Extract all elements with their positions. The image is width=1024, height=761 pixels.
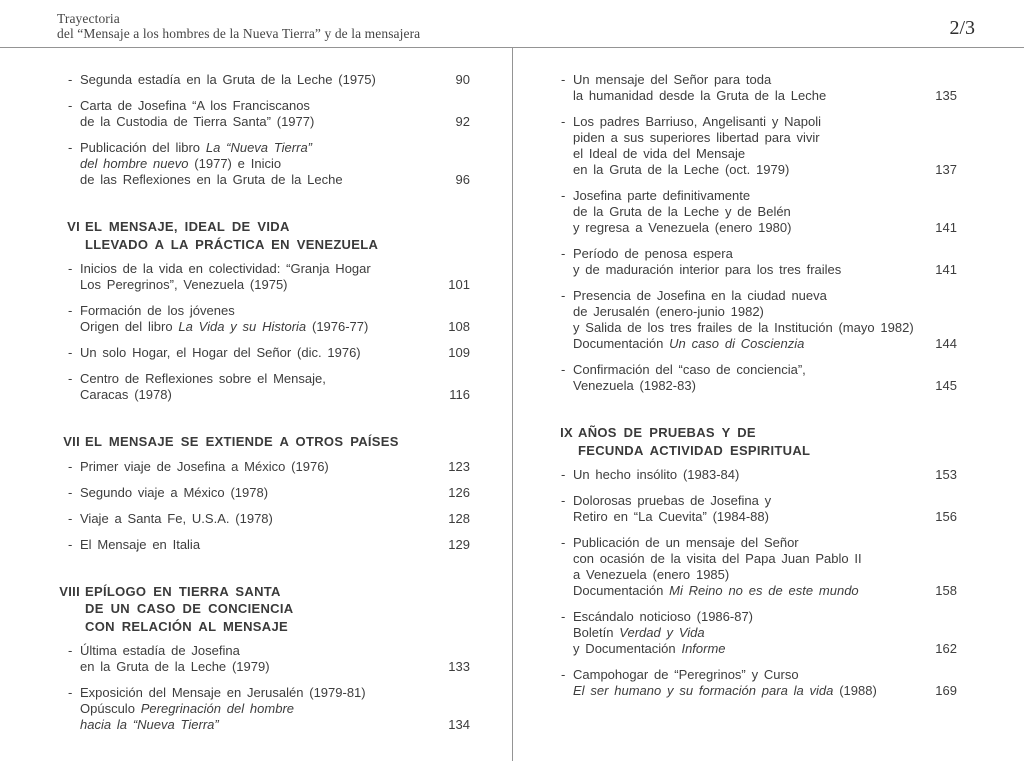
section-heading — [543, 424, 957, 459]
entry-page-number: 128 — [448, 510, 470, 526]
section-title-line: EPÍLOGO EN TIERRA SANTA — [85, 583, 281, 599]
entry-text-italic: Verdad y Vida — [619, 625, 705, 640]
entry-line — [561, 535, 915, 551]
entry-text-segment: Publicación de un mensaje del Señor — [573, 535, 799, 550]
entry-text-segment: Caracas (1978) — [80, 387, 172, 402]
entry-text-italic: hacia la “Nueva Tierra” — [80, 717, 219, 732]
section-heading — [50, 433, 470, 451]
entry-line — [573, 509, 915, 525]
entry-line — [561, 493, 915, 509]
entry-text-segment: de la Gruta de la Leche y de Belén — [573, 204, 791, 219]
entry-line — [80, 717, 428, 733]
entry-page-number: 169 — [935, 683, 957, 698]
entry-dash: - — [68, 643, 73, 658]
entry-line — [573, 162, 915, 178]
toc-entry — [68, 140, 470, 188]
entry-text-segment: Segunda estadía en la Gruta de la Leche (1975) — [80, 72, 376, 87]
entry-line — [561, 188, 915, 204]
toc-entry — [561, 114, 957, 178]
toc-entry — [68, 643, 470, 675]
entry-line — [573, 378, 915, 394]
entry-page-number: 133 — [448, 659, 470, 674]
entry-text — [68, 459, 428, 475]
toc-entry — [561, 467, 957, 483]
entry-text-italic: La Vida y su Historia — [178, 319, 307, 334]
entry-text — [68, 537, 428, 553]
entry-line — [561, 609, 915, 625]
entry-text — [561, 493, 915, 525]
section-numeral: IX — [560, 425, 573, 440]
entry-dash: - — [561, 114, 566, 129]
entry-line — [573, 583, 915, 599]
toc-entry — [561, 535, 957, 599]
toc-entry — [561, 246, 957, 278]
entry-page-number: 141 — [935, 262, 957, 277]
entry-page-number: 144 — [935, 336, 957, 351]
entry-dash: - — [561, 467, 566, 482]
entry-page-number: 158 — [935, 583, 957, 598]
entry-page-number: 156 — [935, 509, 957, 524]
entry-text — [68, 685, 428, 733]
entry-text-segment: Publicación del libro — [80, 140, 206, 155]
toc-entry — [561, 288, 957, 352]
entry-text — [561, 467, 915, 483]
entry-text-segment: Exposición del Mensaje en Jerusalén (1979-81) — [80, 685, 366, 700]
entry-line — [573, 567, 915, 583]
section-numeral: VIII — [59, 583, 80, 599]
entry-text-segment: Segundo viaje a México (1978) — [80, 484, 269, 500]
entry-line — [573, 683, 915, 699]
entry-dash: - — [561, 667, 566, 682]
entry-dash: - — [68, 303, 73, 318]
entry-line — [573, 625, 915, 641]
entry-text-segment: Primer viaje de Josefina a México (1976) — [80, 458, 329, 474]
entry-page-number: 135 — [935, 88, 957, 103]
entry-dash: - — [561, 362, 566, 377]
section-title-line: AÑOS DE PRUEBAS Y DE — [578, 425, 756, 440]
entry-line — [68, 261, 428, 277]
entry-text-segment: Escándalo noticioso (1986-87) — [573, 609, 754, 624]
entry-text-segment: (1988) — [833, 683, 877, 698]
entry-text-segment: Los Peregrinos”, Venezuela (1975) — [80, 277, 288, 292]
entry-line — [573, 88, 915, 104]
entry-dash: - — [561, 188, 566, 203]
entry-text-segment: El Mensaje en Italia — [80, 536, 201, 552]
toc-entry — [561, 493, 957, 525]
entry-line — [68, 458, 428, 475]
entry-text-segment: Josefina parte definitivamente — [573, 188, 751, 203]
entry-page-number: 129 — [448, 536, 470, 552]
entry-line — [573, 551, 915, 567]
entry-text-segment: Un hecho insólito (1983-84) — [573, 467, 740, 482]
entry-text-segment: Confirmación del “caso de conciencia”, — [573, 362, 806, 377]
entry-text-segment: Campohogar de “Peregrinos” y Curso — [573, 667, 799, 682]
entry-text-segment: y Salida de los tres frailes de la Institución (mayo 1982) — [573, 320, 914, 335]
entry-page-number: 92 — [455, 114, 470, 129]
entry-text — [68, 72, 428, 88]
entry-text-segment: Formación de los jóvenes — [80, 303, 235, 318]
entry-page-number: 116 — [449, 387, 470, 402]
entry-page-number: 141 — [935, 220, 957, 235]
entry-text — [561, 609, 915, 657]
entry-page-number: 109 — [448, 345, 470, 360]
entry-line — [561, 72, 915, 88]
entry-text-segment: Carta de Josefina “A los Franciscanos — [80, 98, 310, 113]
entry-line — [573, 336, 915, 352]
entry-line — [80, 701, 428, 717]
header-title-line2: del “Mensaje a los hombres de la Nueva Tierra” y de la mensajera — [57, 26, 421, 41]
entry-text-segment: Opúsculo — [80, 701, 141, 716]
entry-text-segment: en la Gruta de la Leche (1979) — [80, 659, 270, 674]
entry-page-number: 123 — [448, 458, 470, 474]
entry-dash: - — [68, 72, 73, 87]
entry-line — [68, 510, 428, 527]
toc-entry — [68, 511, 470, 527]
entry-text-segment: Un mensaje del Señor para toda — [573, 72, 772, 87]
entry-text-italic: El ser humano y su formación para la vida — [573, 683, 834, 698]
entry-line — [573, 320, 915, 336]
entry-text — [561, 288, 915, 352]
section-title — [85, 583, 470, 636]
entry-line — [68, 140, 428, 156]
entry-text-segment: Presencia de Josefina en la ciudad nueva — [573, 288, 827, 303]
entry-dash: - — [68, 484, 73, 500]
entry-dash: - — [68, 140, 73, 155]
entry-line — [80, 319, 428, 335]
section-title-line: LLEVADO A LA PRÁCTICA EN VENEZUELA — [85, 236, 379, 252]
entry-text-segment: a Venezuela (enero 1985) — [573, 567, 730, 582]
entry-text-segment: la humanidad desde la Gruta de la Leche — [573, 88, 827, 103]
entry-page-number: 90 — [455, 72, 470, 87]
section-title — [578, 424, 957, 459]
entry-text-segment: Inicios de la vida en colectividad: “Granja Hogar — [80, 261, 371, 276]
toc-column-left — [50, 72, 470, 743]
entry-text-segment: (1977) e Inicio — [188, 156, 282, 171]
entry-dash: - — [561, 609, 566, 624]
entry-text-segment: el Ideal de vida del Mensaje — [573, 146, 746, 161]
entry-text-segment: Centro de Reflexiones sobre el Mensaje, — [80, 371, 326, 386]
entry-dash: - — [68, 371, 73, 386]
section-numeral: VII — [63, 434, 80, 449]
section-title-line: FECUNDA ACTIVIDAD ESPIRITUAL — [578, 442, 811, 458]
entry-line — [561, 114, 915, 130]
entry-line — [561, 288, 915, 304]
entry-line — [68, 345, 428, 361]
entry-text-segment: con ocasión de la visita del Papa Juan Pablo II — [573, 551, 862, 566]
entry-dash: - — [68, 536, 73, 552]
toc-entry — [68, 303, 470, 335]
entry-text-segment: Boletín — [573, 625, 620, 640]
entry-text — [561, 72, 915, 104]
entry-line — [573, 146, 915, 162]
entry-text — [68, 511, 428, 527]
entry-text-segment: Dolorosas pruebas de Josefina y — [573, 493, 772, 508]
toc-entry — [561, 188, 957, 236]
section-numeral: VI — [67, 219, 80, 234]
section-title-line: EL MENSAJE SE EXTIENDE A OTROS PAÍSES — [85, 434, 399, 449]
entry-page-number: 145 — [935, 378, 957, 393]
toc-column-right — [543, 72, 957, 709]
entry-dash: - — [68, 510, 73, 526]
entry-dash: - — [68, 261, 73, 276]
entry-line — [573, 220, 915, 236]
entry-line — [80, 659, 428, 675]
entry-text-segment: y Documentación — [573, 641, 682, 656]
toc-entry — [68, 261, 470, 293]
entry-line — [68, 371, 428, 387]
entry-line — [68, 484, 428, 501]
entry-line — [68, 536, 428, 553]
entry-line — [573, 130, 915, 146]
entry-page-number: 108 — [448, 319, 470, 334]
entry-text — [561, 114, 915, 178]
entry-text — [68, 303, 428, 335]
entry-text — [68, 345, 428, 361]
header-title-line1: Trayectoria — [57, 11, 120, 26]
toc-entry — [68, 98, 470, 130]
page-header — [57, 11, 420, 41]
entry-text-italic: del hombre nuevo — [80, 156, 189, 171]
entry-line — [561, 467, 915, 483]
entry-line — [561, 362, 915, 378]
entry-text — [561, 667, 915, 699]
entry-text-segment: Última estadía de Josefina — [80, 643, 240, 658]
toc-entry — [561, 72, 957, 104]
toc-entry — [68, 72, 470, 88]
toc-entry — [561, 609, 957, 657]
entry-text-segment: de la Custodia de Tierra Santa” (1977) — [80, 114, 315, 129]
section-title — [85, 218, 470, 253]
entry-line — [68, 72, 428, 88]
entry-text-segment: (1976-77) — [306, 319, 369, 334]
entry-text — [561, 535, 915, 599]
entry-dash: - — [561, 288, 566, 303]
entry-line — [80, 156, 428, 172]
entry-text-segment: de Jerusalén (enero-junio 1982) — [573, 304, 764, 319]
entry-page-number: 137 — [935, 162, 957, 177]
entry-line — [80, 172, 428, 188]
entry-text — [561, 188, 915, 236]
toc-entry — [561, 362, 957, 394]
entry-text-italic: Peregrinación del hombre — [140, 701, 294, 716]
page-indicator: 2/3 — [949, 17, 975, 39]
entry-text-segment: de las Reflexiones en la Gruta de la Leche — [80, 172, 343, 187]
entry-line — [68, 643, 428, 659]
entry-text — [68, 643, 428, 675]
entry-line — [561, 667, 915, 683]
entry-text — [68, 140, 428, 188]
entry-text — [68, 261, 428, 293]
entry-line — [573, 641, 915, 657]
section-heading — [50, 218, 470, 253]
entry-text-segment: y de maduración interior para los tres frailes — [573, 262, 842, 277]
toc-entry — [68, 685, 470, 733]
entry-text-italic: Informe — [681, 641, 726, 656]
entry-text-italic: Un caso di Coscienzia — [669, 336, 805, 351]
entry-page-number: 126 — [448, 484, 470, 500]
entry-text — [68, 371, 428, 403]
entry-text-segment: piden a sus superiores libertad para vivir — [573, 130, 820, 145]
toc-entry — [68, 537, 470, 553]
entry-line — [68, 303, 428, 319]
entry-dash: - — [561, 246, 566, 261]
entry-text-segment: y regresa a Venezuela (enero 1980) — [573, 220, 792, 235]
entry-dash: - — [561, 535, 566, 550]
column-divider — [512, 48, 513, 761]
section-title-line: DE UN CASO DE CONCIENCIA — [85, 601, 294, 616]
entry-text-segment: Los padres Barriuso, Angelisanti y Napoli — [573, 114, 822, 129]
entry-dash: - — [68, 345, 73, 360]
entry-dash: - — [68, 685, 73, 700]
entry-text-segment: Un solo Hogar, el Hogar del Señor (dic. 1976) — [80, 345, 361, 360]
entry-text — [68, 485, 428, 501]
entry-page-number: 153 — [935, 467, 957, 482]
toc-entry — [68, 485, 470, 501]
entry-dash: - — [561, 493, 566, 508]
entry-text-italic: La “Nueva Tierra” — [205, 140, 312, 155]
entry-line — [561, 246, 915, 262]
entry-line — [68, 685, 428, 701]
entry-line — [573, 204, 915, 220]
entry-text-segment: Viaje a Santa Fe, U.S.A. (1978) — [80, 510, 273, 526]
toc-entry — [68, 371, 470, 403]
section-title — [85, 433, 470, 451]
entry-text — [68, 98, 428, 130]
entry-text-segment: Documentación — [573, 336, 670, 351]
entry-page-number: 134 — [448, 717, 470, 732]
entry-page-number: 162 — [935, 641, 957, 656]
entry-line — [80, 114, 428, 130]
entry-line — [80, 277, 428, 293]
entry-dash: - — [68, 458, 73, 474]
entry-text-segment: en la Gruta de la Leche (oct. 1979) — [573, 162, 790, 177]
entry-text-segment: Origen del libro — [80, 319, 179, 334]
entry-line — [573, 262, 915, 278]
entry-text — [561, 246, 915, 278]
entry-text-italic: Mi Reino no es de este mundo — [669, 583, 859, 598]
entry-page-number: 101 — [448, 277, 470, 292]
entry-text-segment: Venezuela (1982-83) — [573, 378, 696, 393]
section-title-line: EL MENSAJE, IDEAL DE VIDA — [85, 219, 290, 234]
section-heading — [50, 583, 470, 636]
toc-entry — [68, 459, 470, 475]
entry-text-segment: Período de penosa espera — [573, 246, 733, 261]
entry-line — [573, 304, 915, 320]
entry-text-segment: Documentación — [573, 583, 670, 598]
entry-page-number: 96 — [455, 172, 470, 187]
entry-dash: - — [68, 98, 73, 113]
toc-entry — [561, 667, 957, 699]
entry-line — [68, 98, 428, 114]
entry-dash: - — [561, 72, 566, 87]
entry-text-segment: Retiro en “La Cuevita” (1984-88) — [573, 509, 769, 524]
entry-line — [80, 387, 428, 403]
toc-entry — [68, 345, 470, 361]
entry-text — [561, 362, 915, 394]
section-title-line: CON RELACIÓN AL MENSAJE — [85, 618, 288, 634]
